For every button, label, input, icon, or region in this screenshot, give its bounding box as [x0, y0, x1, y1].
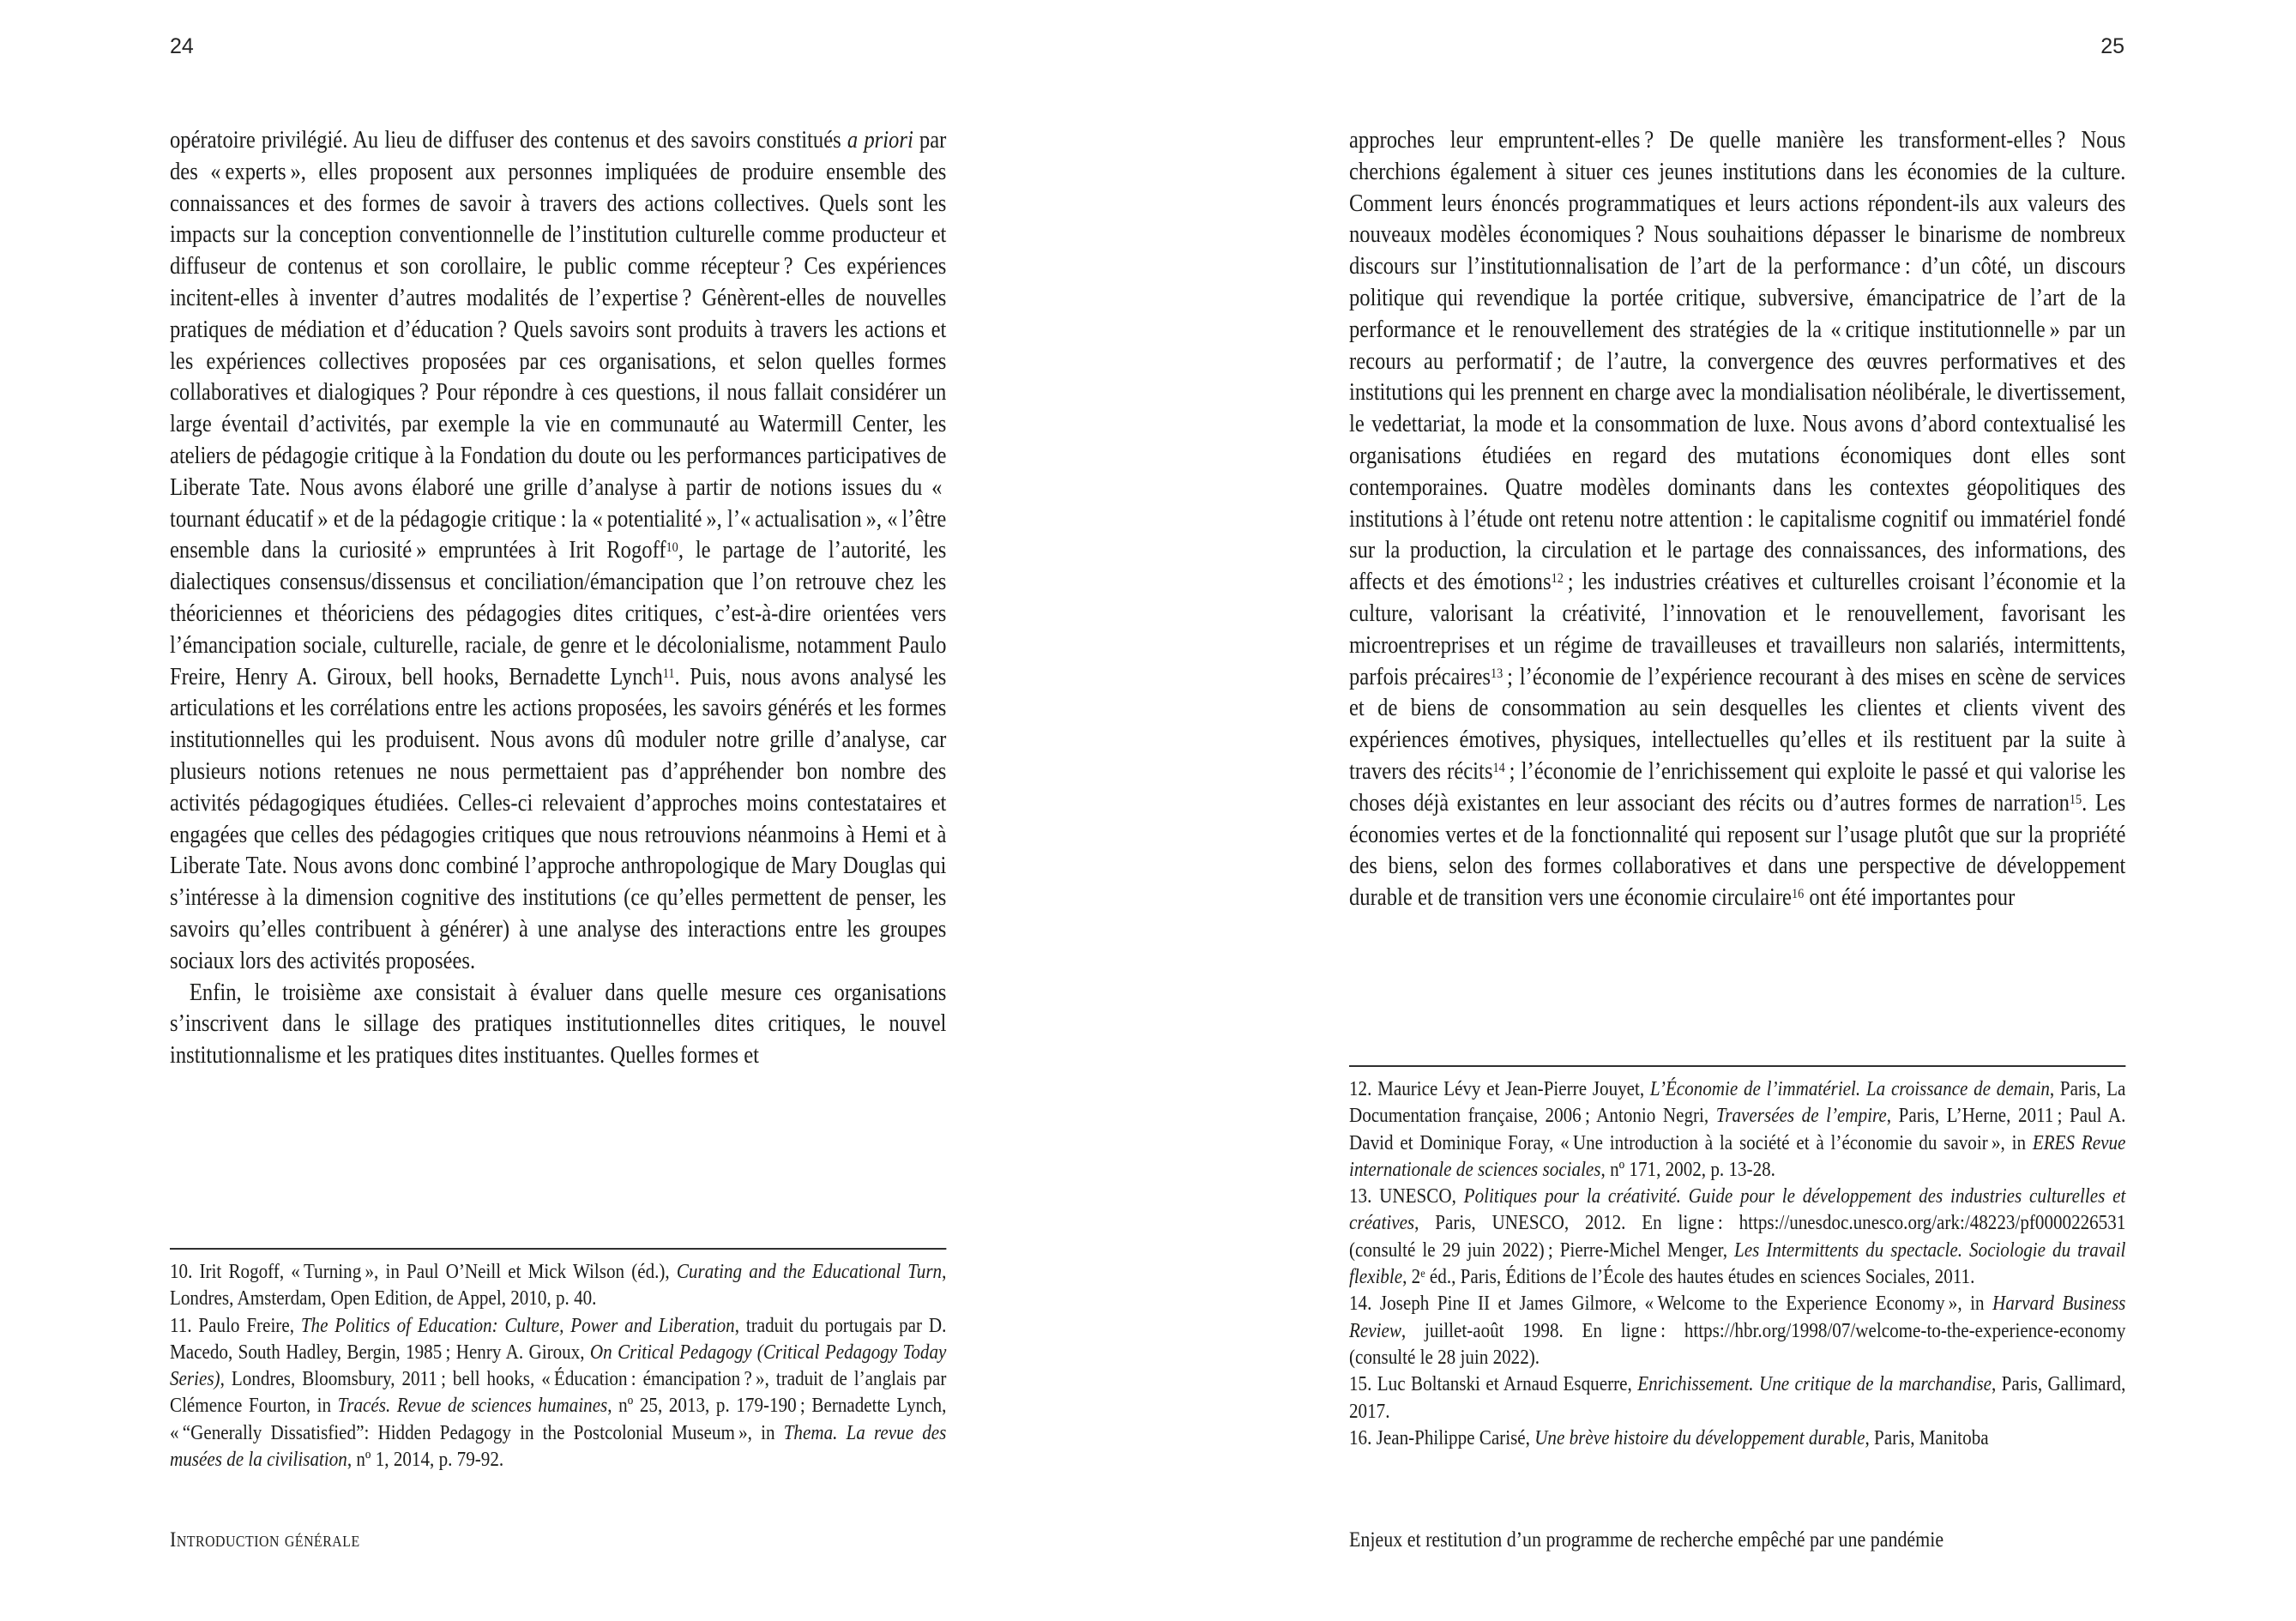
page-left-content [170, 0, 946, 1621]
footnote: 15. Luc Boltanski et Arnaud Esquerre, Enrichissement. Une critique de la marchandise, Paris, Gallimard, 2017. [1349, 1373, 2126, 1423]
body-text-left [170, 125, 946, 1072]
page-number-right: 25 [2100, 34, 2124, 58]
footnote-rule [170, 1248, 946, 1250]
paragraph: opératoire privilégié. Au lieu de diffuser des contenus et des savoirs constitués a priori par des « experts », elles proposent aux personnes impliquées de produire ensemble des connaissances et des formes de savoir à travers des actions collectives. Quels sont les impacts sur la conception conventionnelle de l’institution culturelle comme producteur et diffuseur de contenus et son corollaire, le public comme récepteur ? Ces expériences incitent-elles à inventer d’autres modalités de l’expertise ? Génèrent-elles de nouvelles pratiques de médiation et d’éducation ? Quels savoirs sont produits à travers les actions et les expériences collectives proposées par ces organisations, et selon quelles formes collaboratives et dialogiques ? Pour répondre à ces questions, il nous fallait considérer un large éventail d’activités, par exemple la vie en communauté au Watermill Center, les ateliers de pédagogie critique à la Fondation du doute ou les performances participatives de Liberate Tate. Nous avons élaboré une grille d’analyse à partir de notions issues du « tournant éducatif » et de la pédagogie critique : la « potentialité », l’« actualisation », « l’être ensemble dans la curiosité » empruntées à Irit Rogoff$^{10}$, le partage de l’autorité, les dialectiques consensus/dissensus et conciliation/émancipation que l’on retrouve chez les théoriciennes et théoriciens des pédagogies dites critiques, c’est-à-dire orientées vers l’émancipation sociale, culturelle, raciale, de genre et le décolonialisme, notamment Paulo Freire, Henry A. Giroux, bell hooks, Bernadette Lynch$^{11}$. Puis, nous avons analysé les articulations et les corrélations entre les actions proposées, les savoirs générés et les formes institutionnelles qui les produisent. Nous avons dû moduler notre grille d’analyse, car plusieurs notions retenues ne nous permettaient pas d’appréhender bon nombre des activités pédagogiques étudiées. Celles-ci relevaient d’approches moins contestataires et engagées que celles des pédagogies critiques que nous retrouvions néanmoins à Hemi et à Liberate Tate. Nous avons donc combiné l’approche anthropologique de Mary Douglas qui s’intéresse à la dimension cognitive des institutions (ce qu’elles permettent de penser, les savoirs qu’elles contribuent à générer) à une analyse des interactions entre les groupes sociaux lors des activités proposées. [170, 127, 947, 974]
running-footer-right: Enjeux et restitution d’un programme de recherche empêché par une pandémie [1349, 1528, 1944, 1552]
footnote: 13. UNESCO, Politiques pour la créativité. Guide pour le développement des industries culturelles et créatives, Paris, UNESCO, 2012. En ligne : https://unesdoc.unesco.org/ark:/48223/pf0000226531 (consulté le 29 juin 2022) ; Pierre-Michel Menger, Les Intermittents du spectacle. Sociologie du travail flexible, 2e éd., Paris, Éditions de l’École des hautes études en sciences Sociales, 2011. [1349, 1185, 2126, 1289]
footnote: 14. Joseph Pine II et James Gilmore, « Welcome to the Experience Economy », in Harvard Business Review, juillet-août 1998. En ligne : https://hbr.org/1998/07/welcome-to-the-experience-economy (consulté le 28 juin 2022). [1349, 1293, 2126, 1369]
footnote: 10. Irit Rogoff, « Turning », in Paul O’Neill et Mick Wilson (éd.), Curating and the Educational Turn, Londres, Amsterdam, Open Edition, de Appel, 2010, p. 40. [170, 1261, 947, 1311]
footnote: 12. Maurice Lévy et Jean-Pierre Jouyet, L’Économie de l’immatériel. La croissance de demain, Paris, La Documentation française, 2006 ; Antonio Negri, Traversées de l’empire, Paris, L’Herne, 2011 ; Paul A. David et Dominique Foray, « Une introduction à la société et à l’économie du savoir », in ERES Revue internationale de sciences sociales, nº 171, 2002, p. 13-28. [1349, 1078, 2126, 1181]
paragraph: approches leur empruntent-elles ? De quelle manière les transforment-elles ? Nous cherchions également à situer ces jeunes institutions dans les économies de la culture. Comment leurs énoncés programmatiques et leurs actions répondent-ils aux valeurs des nouveaux modèles économiques ? Nous souhaitions dépasser le binarisme de nombreux discours sur l’institutionnalisation de l’art de la performance : d’un côté, un discours politique qui revendique la portée critique, subversive, émancipatrice de l’art de la performance et le renouvellement des stratégies de la « critique institutionnelle » par un recours au performatif ; de l’autre, la convergence des œuvres performatives et des institutions qui les prennent en charge avec la mondialisation néolibérale, le divertissement, le vedettariat, la mode et la consommation de luxe. Nous avons d’abord contextualisé les organisations étudiées en regard des mutations économiques dont elles sont contemporaines. Quatre modèles dominants dans les contextes géopolitiques des institutions à l’étude ont retenu notre attention : le capitalisme cognitif ou immatériel fondé sur la production, la circulation et le partage des connaissances, des informations, des affects et des émotions$^{12}$ ; les industries créatives et culturelles croisant l’économie et la culture, valorisant la créativité, l’innovation et le renouvellement, favorisant les microentreprises et un régime de travailleuses et travailleurs non salariés, intermittents, parfois précaires$^{13}$ ; l’économie de l’expérience recourant à des mises en scène de services et de biens de consommation au sein desquelles les clientes et clients vivent des expériences émotives, physiques, intellectuelles qu’elles et ils restituent par la suite à travers des récits$^{14}$ ; l’économie de l’enrichissement qui exploite le passé et qui valorise les choses déjà existantes en leur associant des récits ou d’autres formes de narration$^{15}$. Les économies vertes et de la fonctionnalité qui reposent sur l’usage plutôt que sur la propriété des biens, selon des formes collaboratives et dans une perspective de développement durable et de transition vers une économie circulaire$^{16}$ ont été importantes pour [1349, 127, 2126, 912]
page-right-content [1349, 0, 2125, 1621]
footnote: 16. Jean-Philippe Carisé, Une brève histoire du développement durable, Paris, Manitoba [1349, 1426, 1989, 1449]
body-text-right [1349, 125, 2125, 914]
footnote: 11. Paulo Freire, The Politics of Education: Culture, Power and Liberation, traduit du portugais par D. Macedo, South Hadley, Bergin, 1985 ; Henry A. Giroux, On Critical Pedagogy (Critical Pedagogy Today Series), Londres, Bloomsbury, 2011 ; bell hooks, « Éducation : émancipation ? », traduit de l’anglais par Clémence Fourton, in Tracés. Revue de sciences humaines, nº 25, 2013, p. 179-190 ; Bernadette Lynch, « “Generally Dissatisfied”: Hidden Pedagogy in the Postcolonial Museum », in Thema. La revue des musées de la civilisation, nº 1, 2014, p. 79-92. [170, 1314, 947, 1472]
footnote-rule [1349, 1065, 2125, 1067]
paragraph: Enfin, le troisième axe consistait à évaluer dans quelle mesure ces organisations s’inscrivent dans le sillage des pratiques institutionnelles dites critiques, le nouvel institutionnalisme et les pratiques dites instituantes. Quelles formes et [170, 979, 947, 1070]
footnotes-left [170, 1248, 946, 1473]
page-number-left: 24 [170, 34, 194, 58]
footnotes-right [1349, 1065, 2125, 1452]
running-footer-left: Introduction générale [170, 1528, 360, 1552]
